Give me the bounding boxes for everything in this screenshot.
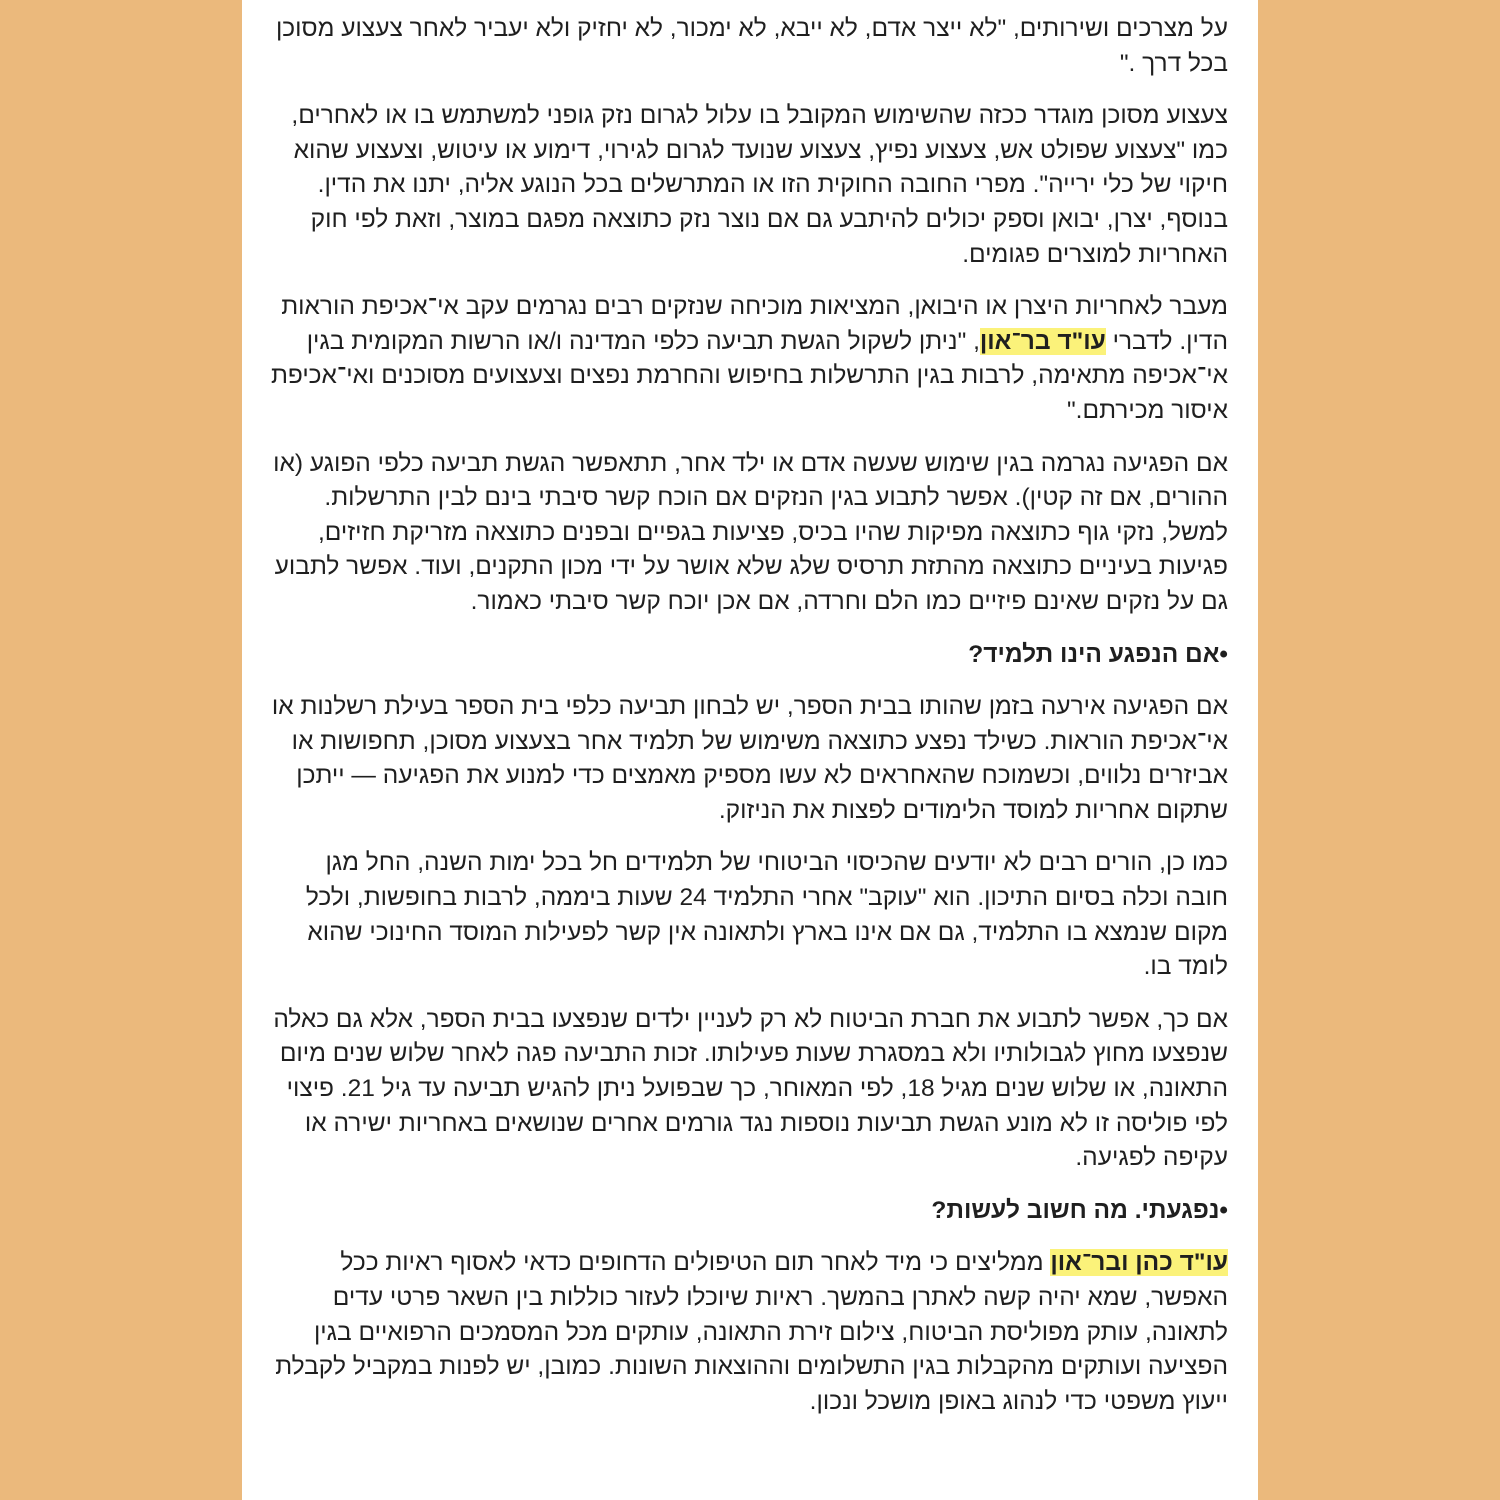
paragraph-text: ממליצים כי מיד לאחר תום הטיפולים הדחופים כדאי לאסוף ראיות ככל האפשר, שמא יהיה קשה לאתרן בהמשך. ראיות שיוכלו לעזור כוללות בין השאר פרטי עדים לתאונה, עותק מפוליסת הביטוח, צילום זירת התאונה, עותקים מכל המסמכים הרפואיים בגין הפציעה ועותקים מהקבלות בגין התשלומים וההוצאות השונות. כמובן, יש לפנות במקביל לקבלת ייעוץ משפטי כדי לנהוג באופן מושכל ונכון. [275, 1249, 1228, 1415]
heading-what-to-do: •נפגעתי. מה חשוב לעשות? [931, 1196, 1228, 1224]
paragraph-dangerous-toy-definition: צעצוע מסוכן מוגדר ככזה שהשימוש המקובל בו עלול לגרום נזק גופני למשתמש בו או לאחרים, כמו "צעצוע שפולט אש, צעצוע נפיץ, צעצוע שנועד לגרום לגירוי, דימוע או עיטוש, וצעצוע שהוא חיקוי של כלי ירייה". מפרי החובה החוקית הזו או המתרשלים בכל הנוגע אליה, יתנו את הדין. בנוסף, יצרן, יבואן וספק יכולים להיתבע גם אם נוצר נזק כתוצאה מפגם במוצר, וזאת לפי חוק האחריות למוצרים פגומים. [291, 102, 1228, 268]
paragraph-dangerous-toys-law: על מצרכים ושירותים, "לא ייצר אדם, לא ייבא, לא ימכור, לא יחזיק ולא יעביר לאחר צעצוע מסוכן בכל דרך ." [275, 15, 1228, 77]
paragraph-insurance-claim: אם כך, אפשר לתבוע את חברת הביטוח לא רק לעניין ילדים שנפצעו בבית הספר, אלא גם כאלה שנפצעו מחוץ לגבולותיו ולא במסגרת שעות פעילותו. זכות התביעה פגה לאחר שלוש שנים מיום התאונה, או שלוש שנים מגיל 18, לפי המאוחר, כך שבפועל ניתן להגיש תביעה עד גיל 21. פיצוי לפי פוליסה זו לא מונע הגשת תביעות נוספות נגד גורמים אחרים שנושאים באחריות ישירה או עקיפה לפגיעה. [273, 1005, 1228, 1172]
paragraph-text: מעבר לאחריות היצרן או היבואן, המציאות מוכיחה שנזקים רבים נגרמים עקב אי־אכיפת הוראות הדין. לדברי [281, 293, 1228, 355]
paragraph-enforcement [268, 290, 1228, 428]
highlighted-lawyer-name: עו"ד בר־און [979, 327, 1106, 355]
paragraph-text: , "ניתן לשקול הגשת תביעה כלפי המדינה ו/או הרשות המקומית בגין אי־אכיפה מתאימה, לרבות בגין התרשלות בחיפוש והחרמת נפצים וצעצועים מסוכנים ואי־אכיפת איסור מכירתם." [270, 327, 1228, 424]
paragraph-third-party-liability: אם הפגיעה נגרמה בגין שימוש שעשה אדם או ילד אחר, תתאפשר הגשת תביעה כלפי הפוגע (או ההורים, אם זה קטין). אפשר לתבוע בגין הנזקים אם הוכח קשר סיבתי בינם לבין התרשלות. למשל, נזקי גוף כתוצאה מפיקות שהיו בכיס, פציעות בגפיים ובפנים כתוצאה מזריקת חזיזים, פגיעות בעיניים כתוצאה מהתזת תרסיס שלג שלא אושר על ידי מכון התקנים, ועוד. אפשר לתבוע גם על נזקים שאינם פיזיים כמו הלם וחרדה, אם אכן יוכח קשר סיבתי כאמור. [273, 449, 1228, 615]
paragraph-school-liability: אם הפגיעה אירעה בזמן שהותו בבית הספר, יש לבחון תביעה כלפי בית הספר בעילת רשלנות או אי־אכיפת הוראות. כשילד נפצע כתוצאה משימוש של תלמיד אחר בצעצוע מסוכן, תחפושות או אביזרים נלווים, וכשמוכח שהאחראים לא עשו מספיק מאמצים כדי למנוע את הפגיעה — ייתכן שתקום אחריות למוסד הלימודים לפצות את הניזוק. [271, 693, 1228, 824]
highlighted-lawyers-names: עו"ד כהן ובר־און [1050, 1249, 1228, 1277]
paragraph-student-insurance: כמו כן, הורים רבים לא יודעים שהכיסוי הביטוחי של תלמידים חל בכל ימות השנה, החל מגן חובה וכלה בסיום התיכון. הוא "עוקב" אחרי התלמיד 24 שעות ביממה, לרבות בחופשות, ולכל מקום שנמצא בו התלמיד, גם אם אינו בארץ ולתאונה אין קשר לפעילות המוסד החינוכי שהוא לומד בו. [305, 849, 1228, 981]
paragraph-recommendations [268, 1246, 1228, 1419]
heading-student-injured: •אם הנפגע הינו תלמיד? [968, 640, 1228, 668]
article-body [268, 12, 1228, 1419]
document-page [242, 0, 1258, 1500]
